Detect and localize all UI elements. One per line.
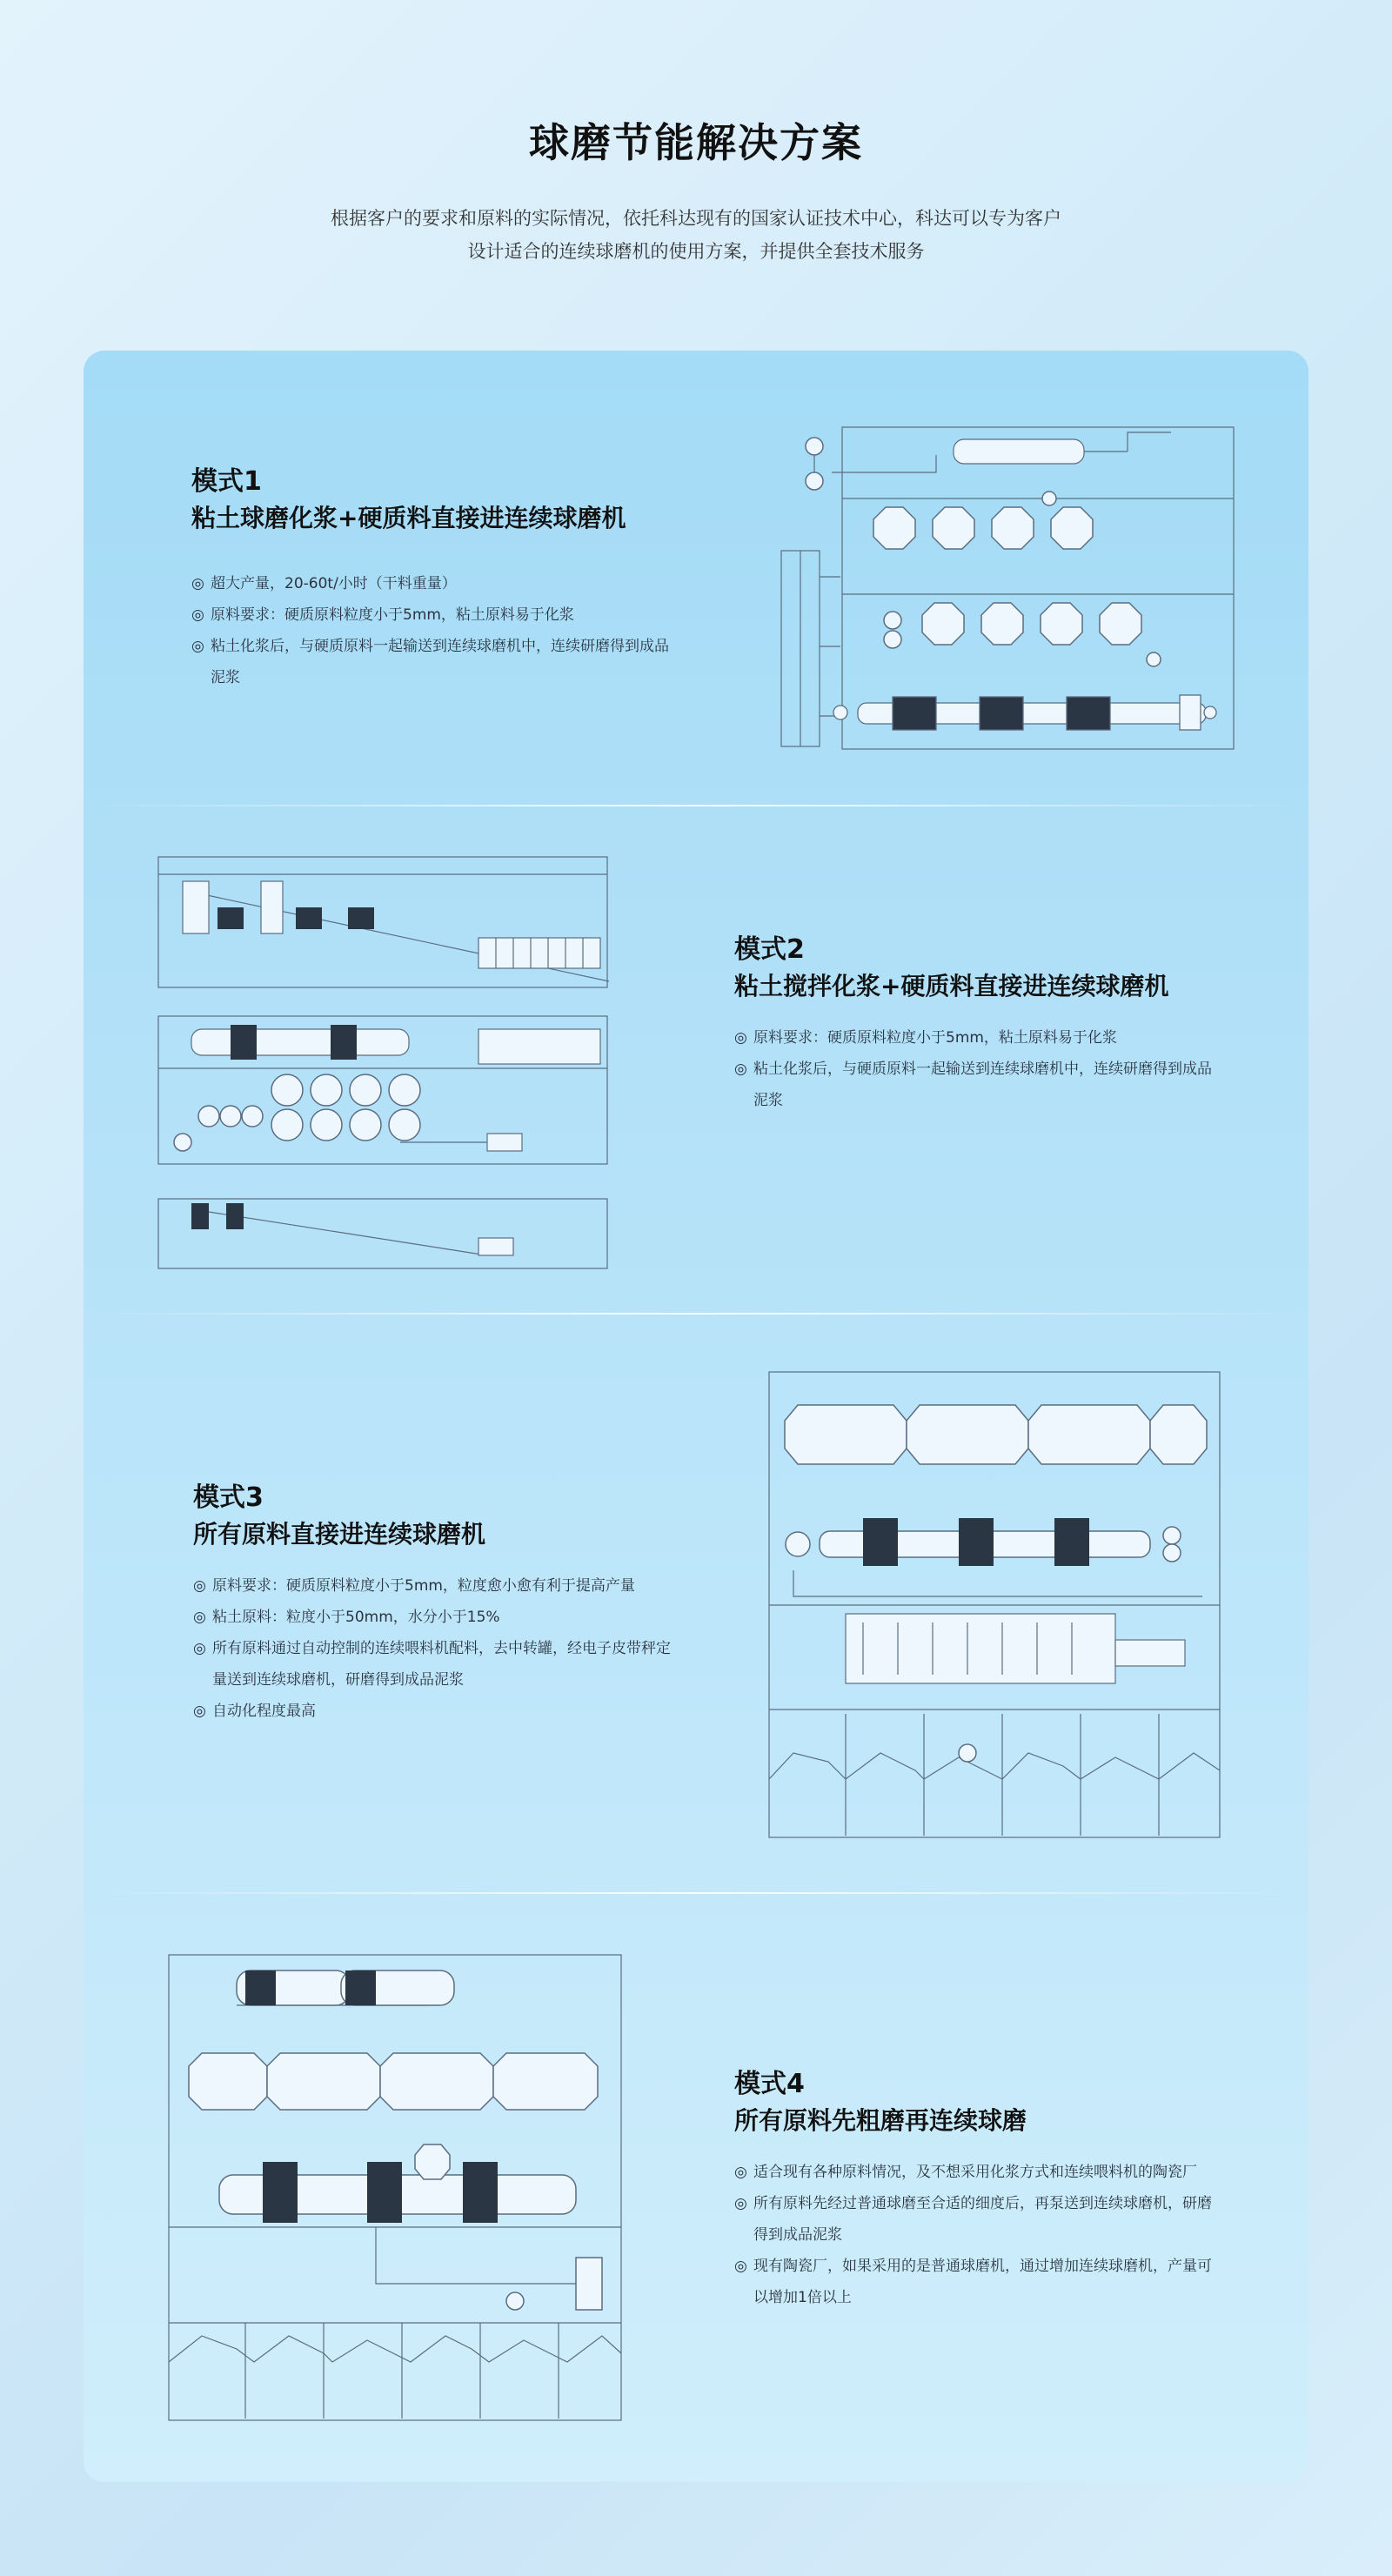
bullet-icon: ◎ — [191, 575, 204, 592]
bullet-icon: ◎ — [193, 1703, 206, 1720]
list-item: ◎ 原料要求：硬质原料粒度小于5mm，粘土原料易于化浆 — [734, 1022, 1221, 1054]
section-divider — [84, 805, 1308, 806]
intro-line-2: 设计适合的连续球磨机的使用方案，并提供全套技术服务 — [467, 241, 925, 262]
mode-3-label: 模式3 — [193, 1482, 264, 1513]
mode-3-bullets — [193, 1570, 680, 1727]
list-item: ◎ 现有陶瓷厂，如果采用的是普通球磨机，通过增加连续球磨机，产量可以增加1倍以上 — [734, 2251, 1221, 2313]
bullet-icon: ◎ — [193, 1577, 206, 1595]
mode-4-text — [734, 2066, 1221, 2313]
mode-3-layout-diagram — [767, 1370, 1221, 1840]
mode-4-heading: 所有原料先粗磨再连续球磨 — [734, 2106, 1027, 2135]
mode-1-heading: 粘土球磨化浆+硬质料直接进连续球磨机 — [191, 504, 626, 532]
mode-1-text — [191, 464, 679, 693]
list-item: ◎ 原料要求：硬质原料粒度小于5mm，粒度愈小愈有利于提高产量 — [193, 1570, 680, 1602]
mode-1-label: 模式1 — [191, 466, 262, 497]
plant-layout-drawing-3 — [767, 1370, 1221, 1840]
mode-1-bullets — [191, 568, 679, 693]
modes-panel — [84, 351, 1308, 2482]
mode-3-text — [193, 1480, 680, 1727]
mode-4-layout-diagram — [167, 1953, 628, 2423]
bullet-icon: ◎ — [734, 2258, 747, 2275]
section-divider — [84, 1892, 1308, 1894]
bullet-icon: ◎ — [734, 1061, 747, 1078]
bullet-icon: ◎ — [191, 606, 204, 624]
list-item: ◎ 自动化程度最高 — [193, 1696, 680, 1727]
intro-text — [261, 202, 1131, 268]
bullet-icon: ◎ — [193, 1640, 206, 1657]
mode-4-bullets — [734, 2157, 1221, 2313]
mode-2-label: 模式2 — [734, 934, 805, 965]
list-item: ◎ 原料要求：硬质原料粒度小于5mm，粘土原料易于化浆 — [191, 599, 679, 631]
intro-line-1: 根据客户的要求和原料的实际情况，依托科达现有的国家认证技术中心，科达可以专为客户 — [331, 208, 1061, 229]
bullet-icon: ◎ — [734, 1029, 747, 1047]
list-item: ◎ 适合现有各种原料情况，及不想采用化浆方式和连续喂料机的陶瓷厂 — [734, 2157, 1221, 2188]
mode-3-heading: 所有原料直接进连续球磨机 — [193, 1520, 486, 1549]
list-item: ◎ 所有原料先经过普通球磨至合适的细度后，再泵送到连续球磨机，研磨得到成品泥浆 — [734, 2188, 1221, 2251]
bullet-icon: ◎ — [734, 2195, 747, 2212]
section-divider — [84, 1313, 1308, 1315]
bullet-icon: ◎ — [193, 1609, 206, 1626]
mode-4-label: 模式4 — [734, 2069, 805, 2099]
bullet-icon: ◎ — [191, 638, 204, 655]
bullet-icon: ◎ — [734, 2164, 747, 2181]
mode-1-layout-diagram — [780, 420, 1241, 751]
list-item: ◎ 粘土化浆后，与硬质原料一起输送到连续球磨机中，连续研磨得到成品泥浆 — [734, 1054, 1221, 1116]
plant-layout-drawing-1 — [780, 420, 1241, 751]
list-item: ◎ 粘土化浆后，与硬质原料一起输送到连续球磨机中，连续研磨得到成品泥浆 — [191, 631, 679, 693]
plant-layout-drawing-2 — [157, 855, 618, 1273]
page-title: 球磨节能解决方案 — [529, 119, 863, 166]
list-item: ◎ 超大产量，20-60t/小时（干料重量） — [191, 568, 679, 599]
mode-2-text — [734, 932, 1221, 1116]
plant-layout-drawing-4 — [167, 1953, 628, 2423]
mode-2-bullets — [734, 1022, 1221, 1116]
mode-2-heading: 粘土搅拌化浆+硬质料直接进连续球磨机 — [734, 972, 1169, 1000]
list-item: ◎ 粘土原料：粒度小于50mm，水分小于15% — [193, 1602, 680, 1633]
list-item: ◎ 所有原料通过自动控制的连续喂料机配料，去中转罐，经电子皮带秤定量送到连续球磨机，研磨得到成品泥浆 — [193, 1633, 680, 1696]
mode-2-layout-diagram — [157, 855, 618, 1273]
